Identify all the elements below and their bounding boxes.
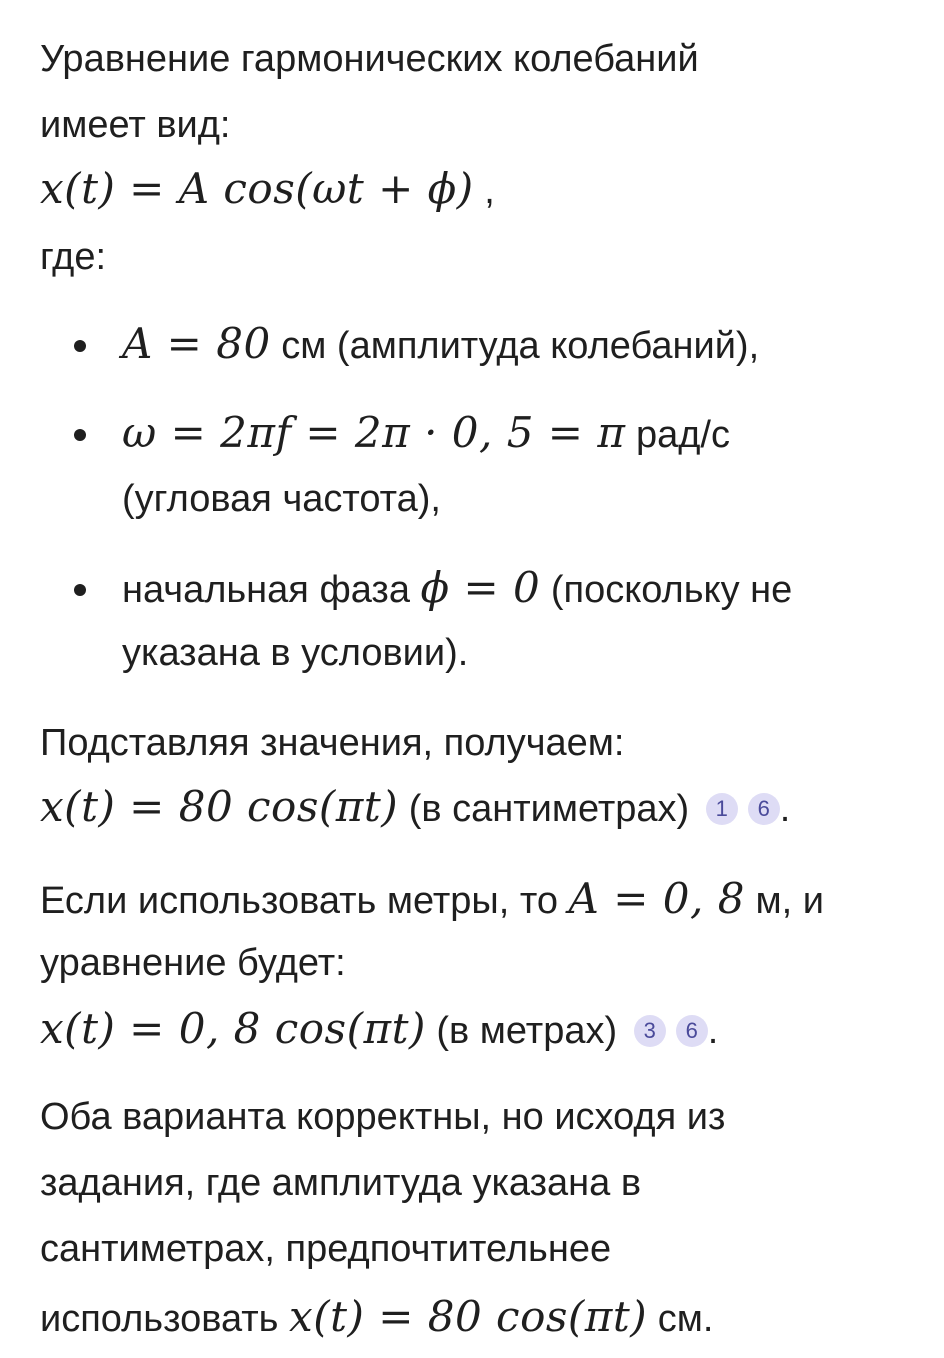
initial-phase-note: указана в условии).: [122, 632, 469, 674]
result-cm-line: [40, 782, 791, 831]
citation-badge[interactable]: 1: [706, 793, 738, 825]
intro-line-1: Уравнение гармонических колебаний: [40, 38, 699, 80]
result-m-note: (в метрах): [436, 1010, 618, 1052]
conclusion-formula: x(t) = 80 cos(πt): [289, 1292, 648, 1341]
intro-formula-line: [40, 164, 495, 213]
result-cm-formula: x(t) = 80 cos(πt): [40, 782, 399, 831]
initial-phase-suffix: (поскольку не: [550, 569, 793, 611]
amplitude-formula: A = 80: [122, 319, 271, 368]
bullet-angular-frequency: [122, 408, 730, 457]
sentence-period: .: [707, 1010, 719, 1052]
bullet-dot: [74, 340, 86, 352]
bullet-amplitude: [122, 319, 760, 368]
conclusion-line-2: задания, где амплитуда указана в: [40, 1162, 642, 1204]
meters-amplitude-formula: A = 0, 8: [568, 874, 745, 923]
conclusion-line-3: сантиметрах, предпочтительнее: [40, 1228, 612, 1270]
citation-badge[interactable]: 6: [676, 1015, 708, 1047]
meters-suffix: м, и: [755, 880, 824, 922]
citation-badge[interactable]: 3: [634, 1015, 666, 1047]
meters-prefix: Если использовать метры, то: [40, 880, 558, 922]
result-cm-note: (в сантиметрах): [408, 788, 690, 830]
meters-line-2: уравнение будет:: [40, 942, 346, 984]
amplitude-text: см (амплитуда колебаний),: [281, 325, 760, 367]
angular-frequency-formula: ω = 2πf = 2π · 0, 5 = π: [122, 408, 626, 457]
harmonic-equation: x(t) = A cos(ωt + ϕ): [40, 164, 474, 213]
initial-phase-prefix: начальная фаза: [122, 569, 410, 611]
conclusion-line-4: [40, 1292, 714, 1341]
intro-line-2: имеет вид:: [40, 104, 231, 146]
citation-badge[interactable]: 6: [748, 793, 780, 825]
where-label: где:: [40, 236, 107, 278]
substitute-line: Подставляя значения, получаем:: [40, 722, 625, 764]
bullet-dot: [74, 429, 86, 441]
bullet-initial-phase: [122, 563, 793, 612]
meters-line-1: [40, 874, 824, 923]
initial-phase-formula: ϕ = 0: [420, 563, 541, 612]
angular-frequency-unit: рад/с: [635, 414, 730, 456]
conclusion-line-1: Оба варианта корректны, но исходя из: [40, 1096, 726, 1138]
result-m-line: [40, 1004, 719, 1053]
result-m-formula: x(t) = 0, 8 cos(πt): [40, 1004, 426, 1053]
formula-comma: ,: [484, 170, 495, 212]
conclusion-prefix: использовать: [40, 1298, 279, 1340]
conclusion-suffix: см.: [657, 1298, 714, 1340]
angular-frequency-note: (угловая частота),: [122, 478, 441, 520]
sentence-period: .: [779, 788, 791, 830]
bullet-dot: [74, 584, 86, 596]
